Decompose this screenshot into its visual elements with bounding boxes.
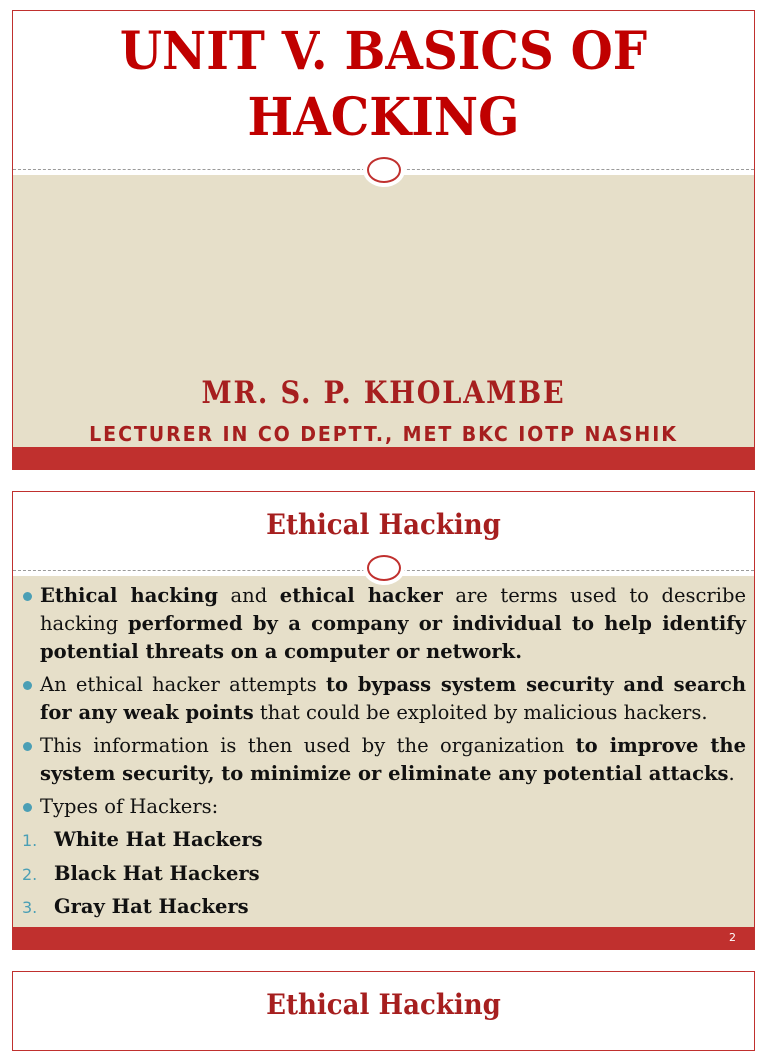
list-item	[13, 826, 754, 854]
bullet-dot-icon	[23, 742, 32, 751]
bold-text: to improve the system security, to minimize or eliminate any potential attacks	[40, 734, 746, 785]
content-slide	[12, 491, 755, 950]
bullet-dot-icon	[23, 681, 32, 690]
list-item	[13, 582, 754, 666]
list-item-label: Gray Hat Hackers	[54, 895, 249, 918]
author-name: MR. S. P. KHOLAMBE	[201, 375, 566, 411]
bold-text: performed by a company or individual to help identify potential threats on a computer or network.	[40, 612, 746, 663]
text: Types of Hackers:	[40, 795, 219, 818]
text: This information is then used by the organization	[40, 734, 576, 757]
author-affiliation: LECTURER IN CO DEPTT., MET BKC IOTP NASHIK	[89, 422, 678, 446]
bullet-list	[13, 582, 754, 821]
title-area	[13, 11, 754, 171]
text: .	[728, 762, 735, 785]
list-item	[13, 732, 754, 788]
list-item-label: Black Hat Hackers	[54, 861, 260, 885]
text: are terms used to describe hacking	[40, 584, 746, 635]
list-item	[13, 793, 754, 821]
text: An ethical hacker attempts	[40, 673, 327, 696]
text: and	[217, 584, 280, 607]
footer-bar	[13, 447, 754, 469]
list-number: 2.	[22, 864, 38, 884]
ring-ornament-icon	[363, 551, 405, 585]
bullet-dot-icon	[23, 803, 32, 812]
title-line-1: UNIT V. BASICS OF	[119, 21, 648, 82]
hacker-types-list	[13, 826, 754, 921]
content-slide-partial	[12, 971, 755, 1051]
text: that could be exploited by malicious hackers.	[253, 701, 708, 724]
title-slide	[12, 10, 755, 470]
list-number: 1.	[22, 831, 38, 850]
list-number: 3.	[22, 898, 38, 917]
ring-ornament-icon	[363, 153, 405, 187]
slide-title: Ethical Hacking	[266, 988, 501, 1021]
title-line-2: HACKING	[247, 87, 520, 148]
footer-bar	[13, 927, 754, 949]
slide-content	[13, 582, 754, 927]
bold-text: to bypass system security and search for any weak points	[40, 673, 746, 724]
list-item	[13, 860, 754, 888]
list-item	[13, 671, 754, 727]
slide-title: Ethical Hacking	[266, 508, 501, 541]
bullet-dot-icon	[23, 592, 32, 601]
bold-text: Ethical hacking	[40, 584, 218, 607]
page-number: 2	[729, 931, 736, 944]
bold-text: ethical hacker	[279, 584, 443, 607]
list-item	[13, 893, 754, 921]
list-item-label: White Hat Hackers	[54, 828, 263, 851]
slide-main-title	[39, 19, 728, 151]
